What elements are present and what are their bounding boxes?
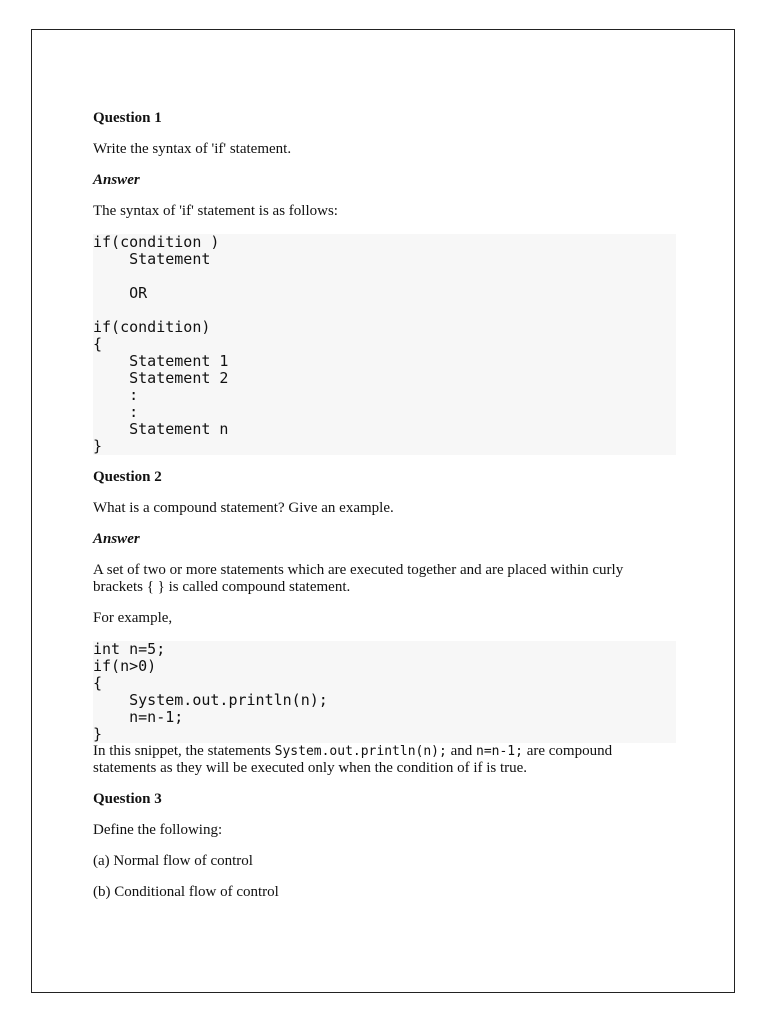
explanation-code-2: n=n-1; — [476, 744, 523, 759]
explanation-code-1: System.out.println(n); — [274, 744, 447, 759]
question-3-heading: Question 3 — [93, 791, 162, 807]
question-2-explanation — [93, 743, 676, 777]
question-3-item-b: (b) Conditional flow of control — [93, 884, 279, 900]
explanation-prefix: In this snippet, the statements — [93, 743, 275, 759]
question-1-answer-label: Answer — [93, 172, 140, 188]
question-2-text: What is a compound statement? Give an example. — [93, 500, 394, 516]
explanation-suffix: are compound statements as they will be executed only when the condition of if is true. — [93, 743, 613, 776]
question-3-text: Define the following: — [93, 822, 223, 838]
document-page — [31, 29, 735, 993]
question-2-answer-text: A set of two or more statements which are executed together and are placed within curly brackets { } is called compound statement. — [93, 562, 624, 595]
question-2-answer-label: Answer — [93, 531, 140, 547]
question-1-heading: Question 1 — [93, 110, 162, 126]
question-1-text: Write the syntax of 'if' statement. — [93, 141, 292, 157]
question-2-example-label: For example, — [93, 610, 173, 626]
question-2-heading: Question 2 — [93, 469, 162, 485]
question-2-code-block: int n=5; if(n>0) { System.out.println(n); n=n-1; } — [93, 641, 676, 743]
question-1-code-block: if(condition ) Statement OR if(condition) { Statement 1 Statement 2 : : Statement n } — [93, 234, 676, 455]
question-3-item-a: (a) Normal flow of control — [93, 853, 253, 869]
question-1-answer-intro: The syntax of 'if' statement is as follows: — [93, 203, 338, 219]
explanation-mid: and — [446, 743, 476, 759]
document-content — [93, 110, 676, 915]
